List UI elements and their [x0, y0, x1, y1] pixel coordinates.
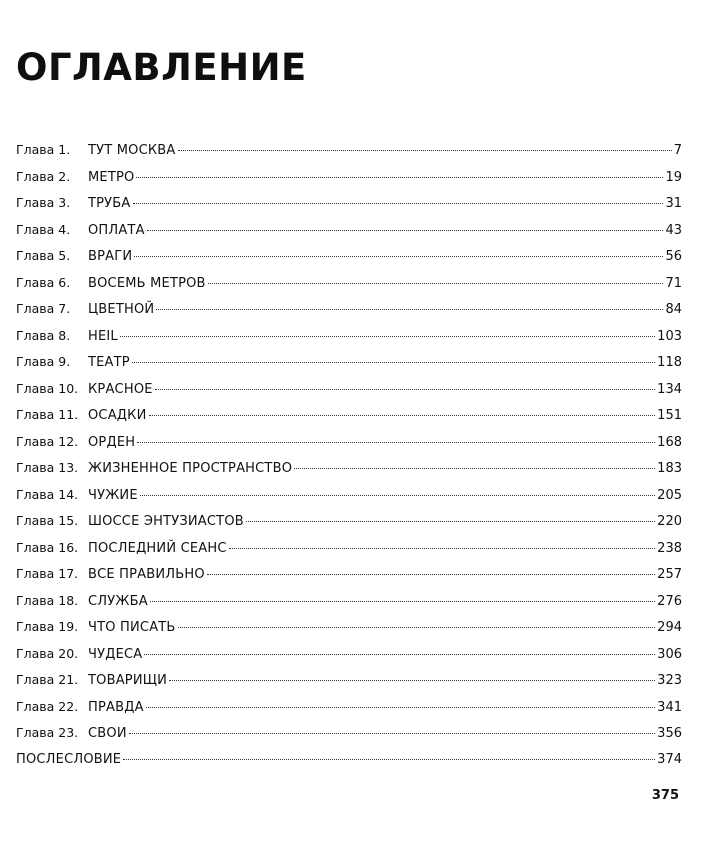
chapter-title: ПОСЛЕДНИЙ СЕАНС — [88, 540, 227, 556]
dot-leader — [229, 544, 656, 549]
chapter-title: ЧУЖИЕ — [88, 487, 138, 503]
chapter-page-number: 19 — [665, 169, 682, 185]
toc-entry[interactable] — [16, 455, 682, 482]
chapter-number: Глава 4. — [16, 221, 71, 237]
dot-leader — [178, 146, 672, 151]
chapter-page-number: 294 — [657, 620, 682, 635]
chapter-title: ШОССЕ ЭНТУЗИАСТОВ — [88, 514, 244, 529]
chapter-page-number: 183 — [657, 461, 682, 476]
dot-leader — [294, 464, 655, 469]
chapter-title: ОРДЕН — [88, 434, 136, 450]
chapter-title: СВОИ — [88, 726, 127, 741]
chapter-number: Глава 5. — [16, 248, 71, 263]
chapter-number: Глава 19. — [16, 619, 79, 634]
dot-leader — [147, 226, 664, 231]
chapter-page-number: 103 — [657, 328, 682, 344]
toc-entry[interactable] — [16, 535, 682, 562]
chapter-number: Глава 9. — [16, 354, 71, 369]
chapter-title: ТОВАРИЩИ — [88, 673, 168, 688]
toc-entry[interactable] — [16, 349, 682, 376]
chapter-page-number: 356 — [657, 726, 682, 741]
dot-leader — [208, 279, 664, 284]
dot-leader — [178, 623, 656, 628]
chapter-number: Глава 7. — [16, 301, 71, 316]
chapter-title: КРАСНОЕ — [88, 381, 153, 397]
dot-leader — [140, 491, 655, 496]
chapter-page-number: 238 — [657, 540, 682, 556]
chapter-title: МЕТРО — [88, 169, 135, 185]
toc-entry[interactable] — [16, 323, 682, 350]
chapter-page-number: 7 — [673, 143, 682, 158]
toc-entry[interactable] — [16, 482, 682, 509]
toc-entry[interactable] — [16, 270, 682, 297]
toc-entry[interactable] — [16, 641, 682, 668]
toc-entry[interactable] — [16, 667, 682, 694]
chapter-page-number: 31 — [665, 196, 682, 211]
chapter-title: ЧУДЕСА — [88, 646, 143, 662]
chapter-title: ЦВЕТНОЙ — [88, 302, 155, 317]
chapter-number: Глава 16. — [16, 539, 79, 555]
toc-entry[interactable] — [16, 137, 682, 164]
toc-entry[interactable] — [16, 588, 682, 615]
chapter-title: ТРУБА — [88, 196, 131, 211]
chapter-number: Глава 17. — [16, 566, 79, 581]
chapter-number: Глава 23. — [16, 725, 79, 740]
chapter-page-number: 306 — [657, 646, 682, 662]
chapter-title: ОСАДКИ — [88, 408, 147, 423]
chapter-number: Глава 15. — [16, 513, 79, 528]
toc-entry[interactable] — [16, 376, 682, 403]
chapter-title: ВСЕ ПРАВИЛЬНО — [88, 567, 205, 582]
dot-leader — [207, 570, 655, 575]
chapter-title: ЖИЗНЕННОЕ ПРОСТРАНСТВО — [88, 461, 293, 476]
chapter-page-number: 134 — [657, 381, 682, 397]
chapter-title: ЧТО ПИСАТЬ — [88, 620, 176, 635]
chapter-number: Глава 20. — [16, 645, 79, 661]
dot-leader — [134, 252, 663, 257]
toc-entry[interactable] — [16, 402, 682, 429]
chapter-number: Глава 22. — [16, 698, 79, 714]
chapter-number: Глава 1. — [16, 142, 71, 157]
chapter-number: Глава 2. — [16, 168, 71, 184]
dot-leader — [156, 305, 663, 310]
chapter-title: ТУТ МОСКВА — [88, 143, 176, 158]
chapter-page-number: 341 — [657, 699, 682, 715]
chapter-page-number: 168 — [657, 434, 682, 450]
chapter-title: СЛУЖБА — [88, 593, 148, 609]
dot-leader — [150, 597, 655, 602]
toc-entry[interactable] — [16, 561, 682, 588]
dot-leader — [137, 438, 655, 443]
chapter-title: ОПЛАТА — [88, 222, 145, 238]
chapter-page-number: 205 — [657, 487, 682, 503]
afterword-title: ПОСЛЕСЛОВИЕ — [16, 751, 122, 767]
chapter-page-number: 151 — [657, 408, 682, 423]
dot-leader — [129, 729, 655, 734]
chapter-number: Глава 10. — [16, 380, 79, 396]
toc-entry[interactable] — [16, 694, 682, 721]
chapter-number: Глава 18. — [16, 592, 79, 608]
page-title: ОГЛАВЛЕНИЕ — [16, 46, 307, 89]
chapter-page-number: 118 — [657, 355, 682, 370]
chapter-title: ВРАГИ — [88, 249, 133, 264]
toc-entry[interactable] — [16, 243, 682, 270]
chapter-title: ТЕАТР — [88, 355, 130, 370]
toc-entry[interactable] — [16, 429, 682, 456]
chapter-number: Глава 3. — [16, 195, 71, 210]
chapter-page-number: 323 — [657, 673, 682, 688]
toc-entry[interactable] — [16, 508, 682, 535]
toc-entry[interactable] — [16, 190, 682, 217]
chapter-number: Глава 6. — [16, 274, 71, 290]
chapter-page-number: 43 — [665, 222, 682, 238]
chapter-page-number: 220 — [657, 514, 682, 529]
chapter-page-number: 71 — [665, 275, 682, 291]
chapter-number: Глава 12. — [16, 433, 79, 449]
dot-leader — [136, 173, 663, 178]
dot-leader — [155, 385, 656, 390]
dot-leader — [146, 703, 655, 708]
chapter-title: ПРАВДА — [88, 699, 144, 715]
toc-entry[interactable] — [16, 217, 682, 244]
toc-entry-afterword[interactable] — [16, 747, 682, 774]
chapter-page-number: 257 — [657, 567, 682, 582]
chapter-number: Глава 21. — [16, 672, 79, 687]
dot-leader — [246, 517, 655, 522]
toc-entry[interactable] — [16, 614, 682, 641]
chapter-number: Глава 11. — [16, 407, 79, 422]
dot-leader — [133, 199, 664, 204]
dot-leader — [123, 755, 655, 760]
chapter-page-number: 276 — [657, 593, 682, 609]
chapter-title: HEIL — [88, 328, 118, 344]
toc-entry[interactable] — [16, 164, 682, 191]
toc-entry[interactable] — [16, 720, 682, 747]
chapter-title: ВОСЕМЬ МЕТРОВ — [88, 275, 206, 291]
dot-leader — [149, 411, 656, 416]
chapter-page-number: 84 — [665, 302, 682, 317]
chapter-number: Глава 13. — [16, 460, 79, 475]
chapter-page-number: 56 — [665, 249, 682, 264]
toc-entry[interactable] — [16, 296, 682, 323]
afterword-page-number: 374 — [657, 751, 682, 767]
table-of-contents — [16, 137, 682, 773]
chapter-number: Глава 8. — [16, 327, 71, 343]
dot-leader — [120, 332, 655, 337]
page-number: 375 — [651, 788, 679, 803]
dot-leader — [144, 650, 655, 655]
dot-leader — [132, 358, 655, 363]
chapter-number: Глава 14. — [16, 486, 79, 502]
dot-leader — [169, 676, 655, 681]
